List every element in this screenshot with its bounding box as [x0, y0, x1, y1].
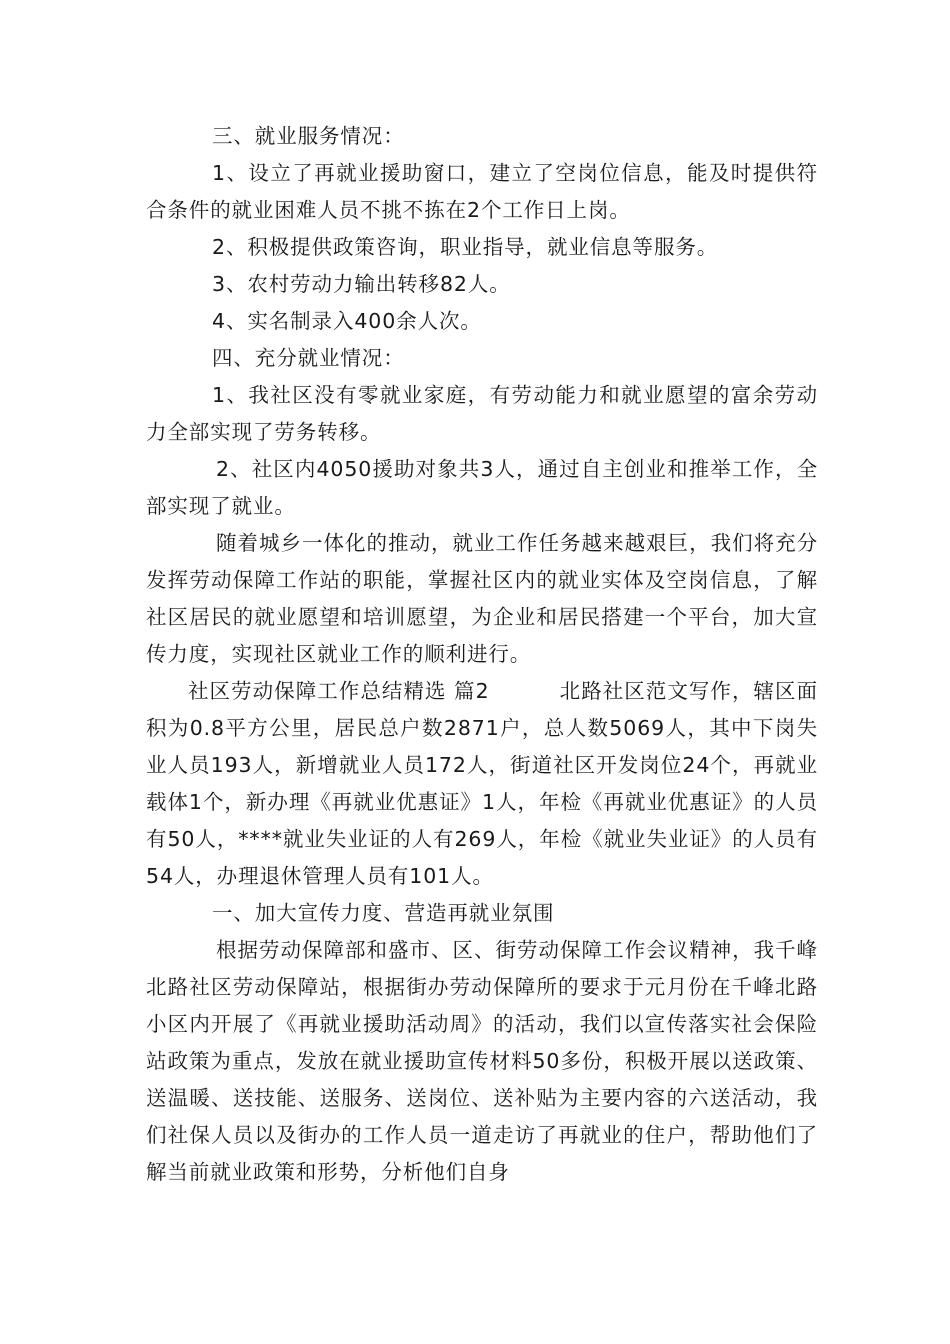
article-2-heading: 社区劳动保障工作总结精选 篇2 [188, 679, 490, 703]
paragraph-summary: 随着城乡一体化的推动，就业工作任务越来越艰巨，我们将充分发挥劳动保障工作站的职能，掌握社区内的就业实体及空岗信息，了解社区居民的就业愿望和培训愿望，为企业和居民搭建一个平台，加大宣传力度，实现社区就业工作的顺利进行。 [146, 531, 818, 666]
section-heading-full-employment: 四、充分就业情况： [212, 346, 405, 370]
paragraph-item: 3、农村劳动力输出转移82人。 [212, 272, 511, 296]
section-body-publicity: 根据劳动保障部和盛市、区、街劳动保障工作会议精神，我千峰北路社区劳动保障站，根据街办劳动保障所的要求于元月份在千峰北路小区内开展了《再就业援助活动周》的活动，我们以宣传落实社会保险站政策为重点，发放在就业援助宣传材料50多份，积极开展以送政策、送温暖、送技能、送服务、送岗位、送补贴为主要内容的六送活动，我们社保人员以及街办的工作人员一道走访了再就业的住户，帮助他们了解当前就业政策和形势，分析他们自身 [146, 938, 818, 1184]
paragraph-item: 1、我社区没有零就业家庭，有劳动能力和就业愿望的富余劳动力全部实现了劳务转移。 [146, 383, 818, 444]
paragraph-item: 1、设立了再就业援助窗口，建立了空岗位信息，能及时提供符合条件的就业困难人员不挑不拣在2个工作日上岗。 [146, 161, 818, 222]
document-body [146, 118, 818, 1191]
section-title-publicity: 一、加大宣传力度、营造再就业氛围 [212, 901, 555, 925]
paragraph-item: 2、社区内4050援助对象共3人，通过自主创业和推举工作，全部实现了就业。 [146, 457, 818, 518]
article-2-intro-text: 北路社区范文写作，辖区面积为0.8平方公里，居民总户数2871户，总人数5069人，其中下岗失业人员193人，新增就业人员172人，街道社区开发岗位24个，再就业载体1个，新办理《再就业优惠证》1人，年检《再就业优惠证》的人员有50人，****就业失业证的人有269人，年检《就业失业证》的人员有54人，办理退休管理人员有101人。 [146, 679, 818, 888]
article-2-intro [146, 673, 818, 895]
section-heading-employment-services: 三、就业服务情况： [212, 124, 405, 148]
paragraph-item: 4、实名制录入400余人次。 [212, 309, 482, 333]
paragraph-item: 2、积极提供政策咨询，职业指导，就业信息等服务。 [212, 235, 719, 259]
